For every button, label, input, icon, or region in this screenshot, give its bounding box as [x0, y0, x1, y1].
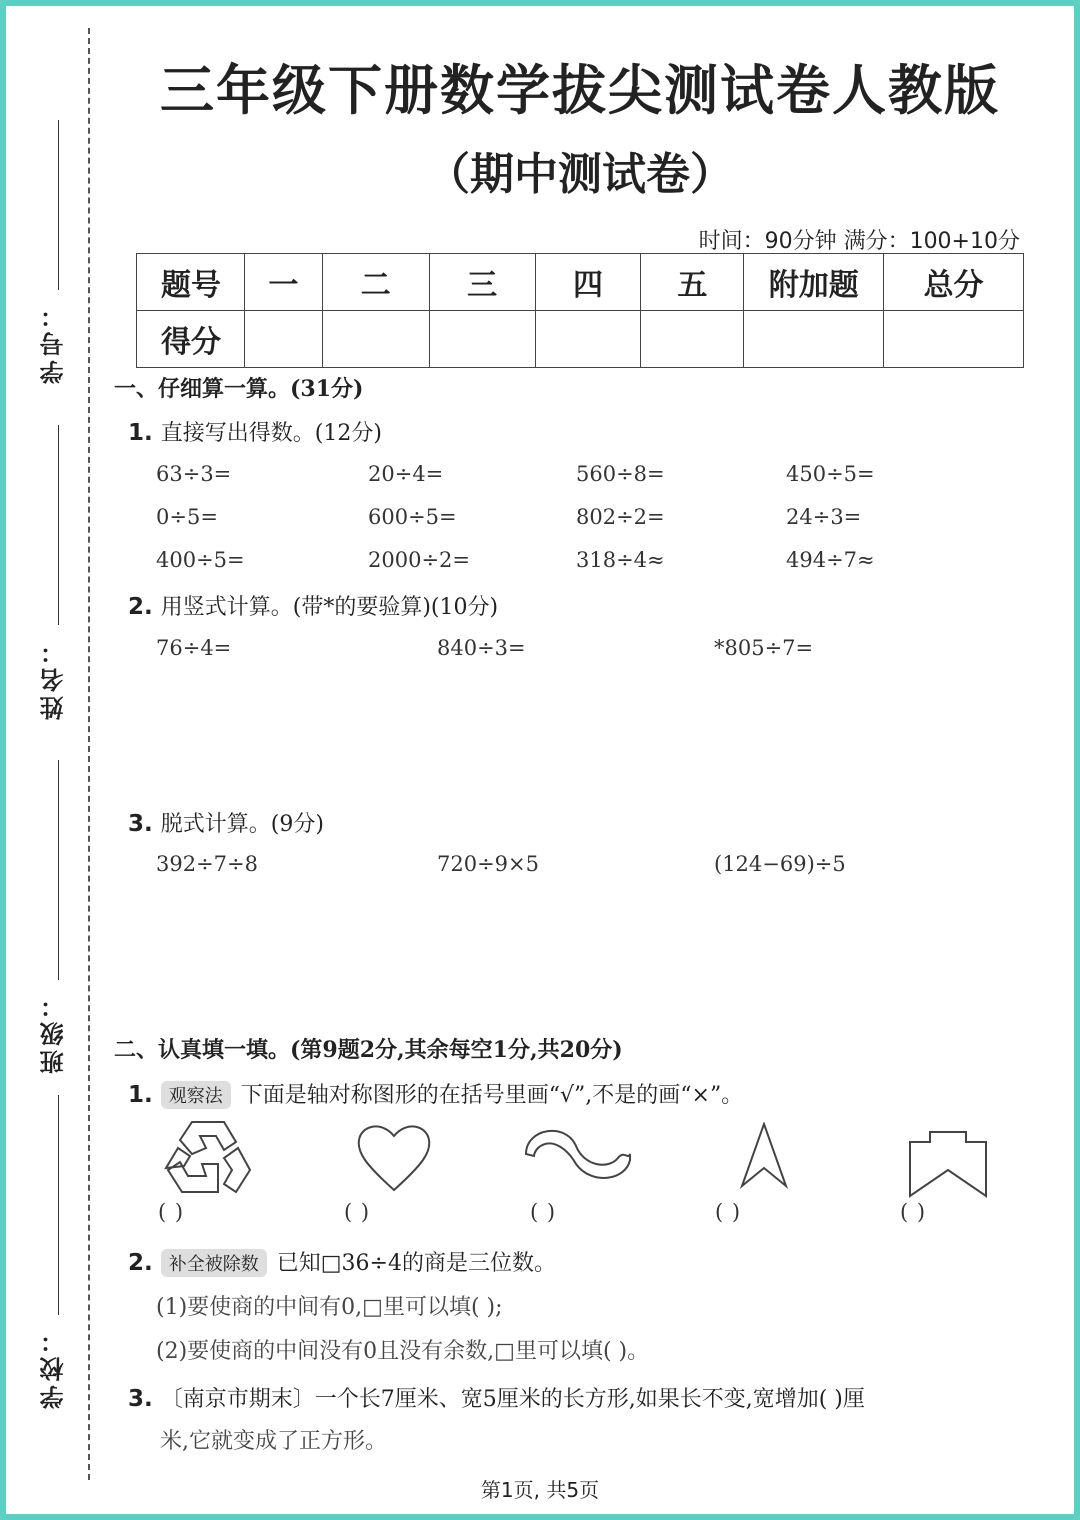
exercise-item: 76÷4= [156, 636, 232, 660]
heart-icon [355, 1120, 433, 1194]
q2-subquestion-1: (1)要使商的中间有0,□里可以填( ); [156, 1295, 503, 1320]
score-cell[interactable] [884, 311, 1024, 368]
notched-shape-icon [906, 1130, 990, 1198]
exercise-item: 318÷4≈ [576, 548, 665, 572]
score-table-header-cell: 一 [244, 254, 322, 311]
class-line [58, 760, 59, 980]
q-text: 脱式计算。(9分) [160, 812, 324, 837]
q-text: 〔南京市期末〕一个长7厘米、宽5厘米的长方形,如果长不变,宽增加( )厘 [160, 1387, 865, 1412]
page-footer: 第1页, 共5页 [480, 1478, 600, 1502]
q-number: 3. [128, 811, 153, 837]
score-cell[interactable] [744, 311, 884, 368]
q-number: 2. [128, 594, 153, 620]
method-tag: 补全被除数 [161, 1249, 267, 1277]
exercise-item: 2000÷2= [368, 548, 470, 572]
exercise-item: 400÷5= [156, 548, 245, 572]
exercise-item: 392÷7÷8 [156, 852, 258, 876]
school-line [58, 1095, 59, 1315]
section2-q2 [128, 1246, 556, 1277]
exercise-item: *805÷7= [714, 636, 814, 660]
score-table-header-row [137, 254, 1024, 311]
time-score-info: 时间：90分钟 满分：100+10分 [698, 229, 1020, 254]
score-table-header-cell: 三 [429, 254, 535, 311]
score-table-score-row [137, 311, 1024, 368]
section1-q3 [128, 807, 324, 838]
score-cell[interactable] [535, 311, 641, 368]
score-table [136, 253, 1024, 368]
q-text: 下面是轴对称图形的在括号里画“√”,不是的画“×”。 [240, 1083, 744, 1108]
answer-bracket[interactable]: ( ) [530, 1200, 557, 1224]
q-number: 1. [128, 420, 153, 446]
wave-icon [522, 1120, 634, 1186]
answer-bracket[interactable]: ( ) [900, 1200, 927, 1224]
student-no-label: 学号： [40, 300, 68, 384]
exercise-item: 720÷9×5 [437, 852, 539, 876]
section1-q2 [128, 590, 498, 621]
answer-bracket[interactable]: ( ) [344, 1200, 371, 1224]
score-cell[interactable] [244, 311, 322, 368]
answer-bracket[interactable]: ( ) [715, 1200, 742, 1224]
q-number: 1. [128, 1082, 153, 1108]
q-text: 已知□36÷4的商是三位数。 [276, 1251, 556, 1276]
section2-q1 [128, 1078, 743, 1109]
q-text: 用竖式计算。(带*的要验算)(10分) [160, 595, 499, 620]
exercise-item: 450÷5= [786, 462, 875, 486]
page-title: 三年级下册数学拔尖测试卷人教版 [160, 59, 1000, 122]
exercise-item: 802÷2= [576, 505, 665, 529]
binding-dashed-line [88, 28, 90, 1480]
score-cell[interactable] [322, 311, 429, 368]
q3-text-continued: 米,它就变成了正方形。 [160, 1429, 387, 1454]
score-table-header-cell: 四 [535, 254, 641, 311]
exercise-item: 560÷8= [576, 462, 665, 486]
score-table-header-cell: 五 [641, 254, 744, 311]
class-label: 班级： [40, 990, 68, 1074]
exercise-item: (124−69)÷5 [714, 852, 846, 876]
section2-q3 [128, 1382, 865, 1413]
student-no-line [58, 120, 59, 290]
score-row-label: 得分 [137, 311, 245, 368]
recycle-icon [162, 1118, 254, 1196]
score-table-header-cell: 总分 [884, 254, 1024, 311]
exercise-item: 600÷5= [368, 505, 457, 529]
section1-title: 一、仔细算一算。(31分) [114, 376, 364, 402]
section1-q1 [128, 416, 382, 447]
score-table-header-cell: 附加题 [744, 254, 884, 311]
section2-title: 二、认真填一填。(第9题2分,其余每空1分,共20分) [114, 1037, 623, 1063]
exercise-item: 494÷7≈ [786, 548, 875, 572]
exercise-item: 840÷3= [437, 636, 526, 660]
score-table-header-cell: 题号 [137, 254, 245, 311]
page-subtitle: （期中测试卷） [426, 149, 734, 200]
q2-subquestion-2: (2)要使商的中间没有0且没有余数,□里可以填( )。 [156, 1339, 650, 1364]
name-line [58, 425, 59, 625]
school-label: 学校： [40, 1325, 68, 1409]
score-cell[interactable] [429, 311, 535, 368]
q-number: 3. [128, 1386, 153, 1412]
q-number: 2. [128, 1250, 153, 1276]
q-text: 直接写出得数。(12分) [160, 421, 382, 446]
name-label: 姓名： [40, 636, 68, 720]
exercise-item: 63÷3= [156, 462, 232, 486]
score-cell[interactable] [641, 311, 744, 368]
exercise-item: 0÷5= [156, 505, 218, 529]
answer-bracket[interactable]: ( ) [158, 1200, 185, 1224]
arrow-icon [738, 1122, 790, 1190]
exercise-item: 24÷3= [786, 505, 862, 529]
exercise-item: 20÷4= [368, 462, 444, 486]
method-tag: 观察法 [161, 1081, 231, 1109]
score-table-header-cell: 二 [322, 254, 429, 311]
